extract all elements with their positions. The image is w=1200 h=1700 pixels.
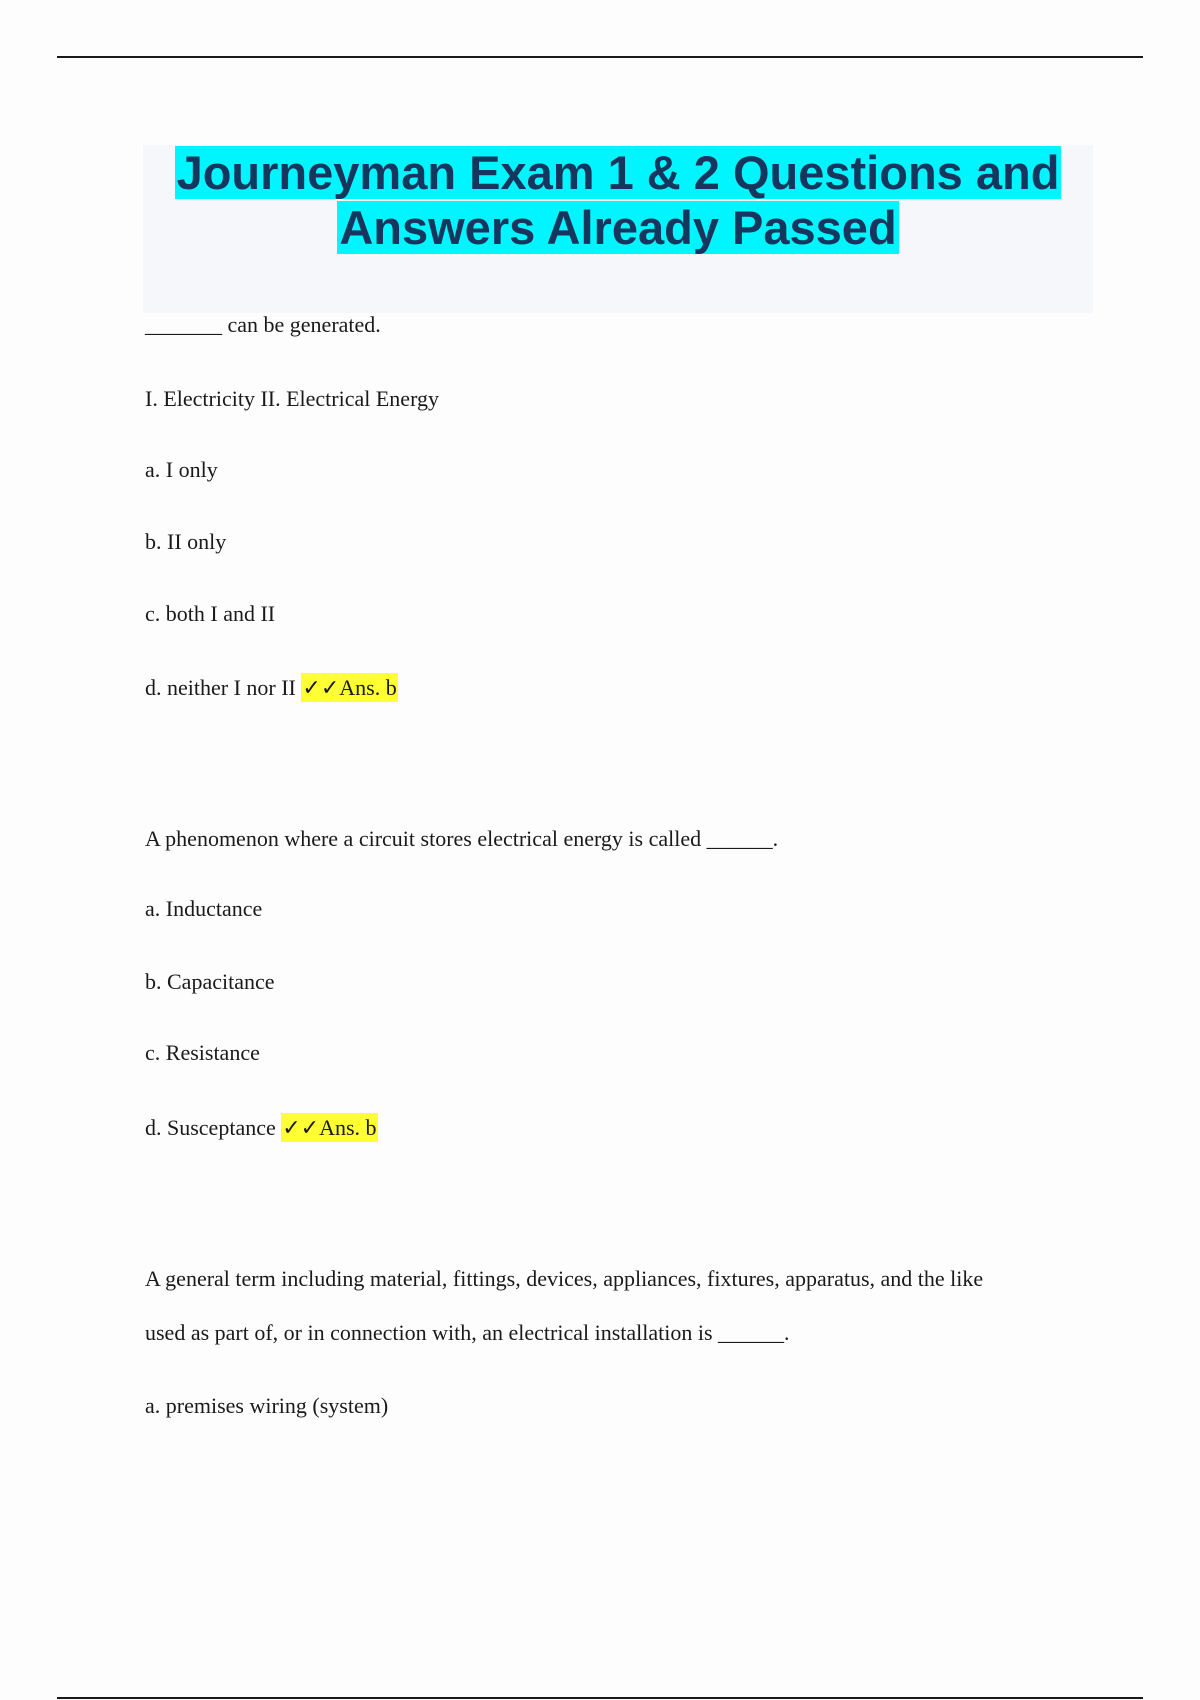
title-line-2: Answers Already Passed (339, 201, 897, 254)
question-1-statements: I. Electricity II. Electrical Energy (145, 386, 440, 411)
question-3-option-a: a. premises wiring (system) (145, 1393, 389, 1418)
question-1-option-d: d. neither I nor II (145, 675, 296, 700)
question-1-option-a: a. I only (145, 457, 218, 482)
question-2-stem: A phenomenon where a circuit stores electrical energy is called ______. (145, 826, 779, 851)
question-2-option-b: b. Capacitance (145, 969, 275, 994)
question-2-option-a: a. Inductance (145, 896, 263, 921)
question-3-stem-line-1: A general term including material, fittings, devices, appliances, fixtures, apparatus, and the like (145, 1266, 984, 1291)
title-block (143, 145, 1093, 313)
document-title (143, 145, 1093, 255)
header-rule (57, 56, 1143, 58)
question-2-answer: ✓✓Ans. b (282, 1115, 377, 1140)
title-line-1: Journeyman Exam 1 & 2 Questions and (176, 146, 1060, 199)
question-1-answer: ✓✓Ans. b (302, 675, 397, 700)
question-3-stem-line-2: used as part of, or in connection with, an electrical installation is ______. (145, 1320, 790, 1345)
footer-rule (57, 1697, 1143, 1699)
question-1-option-b: b. II only (145, 529, 227, 554)
question-1-option-c: c. both I and II (145, 601, 276, 626)
question-2-option-c: c. Resistance (145, 1040, 260, 1065)
question-1-option-d-row (145, 675, 398, 701)
question-1-stem: _______ can be generated. (145, 312, 381, 337)
question-2-option-d-row (145, 1115, 378, 1141)
question-2-option-d: d. Susceptance (145, 1115, 276, 1140)
